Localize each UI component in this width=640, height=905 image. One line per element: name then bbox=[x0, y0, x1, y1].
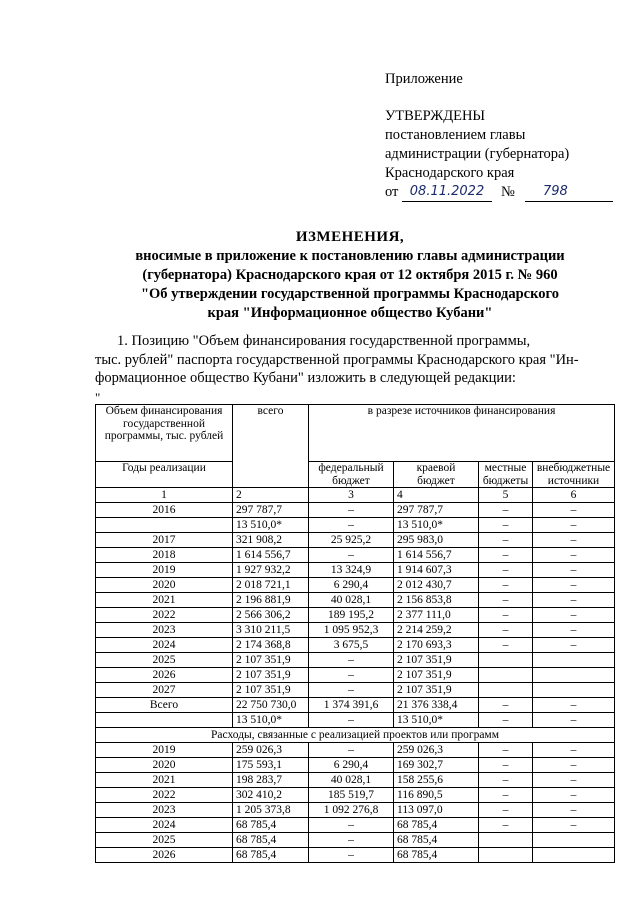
cell-regional: 2 214 259,2 bbox=[394, 623, 479, 638]
cell-total: 68 785,4 bbox=[233, 833, 309, 848]
cell-regional: 158 255,6 bbox=[394, 773, 479, 788]
cell-year: 2022 bbox=[96, 608, 233, 623]
cell-year: 2024 bbox=[96, 818, 233, 833]
colnum-2: 2 bbox=[233, 488, 309, 503]
cell-local: – bbox=[479, 803, 533, 818]
date-prefix: от bbox=[385, 184, 399, 200]
cell-federal: 185 519,7 bbox=[309, 788, 394, 803]
title-line-4: края "Информационное общество Кубани" bbox=[207, 305, 493, 321]
cell-federal: 25 925,2 bbox=[309, 533, 394, 548]
table-row bbox=[96, 818, 615, 833]
cell-year: 2025 bbox=[96, 653, 233, 668]
cell-regional: 259 026,3 bbox=[394, 743, 479, 758]
cell-local: – bbox=[479, 818, 533, 833]
cell-year: 2019 bbox=[96, 563, 233, 578]
cell-offbudget: – bbox=[533, 773, 615, 788]
header-federal: федеральный бюджет bbox=[309, 462, 394, 488]
table-row bbox=[96, 638, 615, 653]
cell-total: 1 205 373,8 bbox=[233, 803, 309, 818]
cell-offbudget: – bbox=[533, 638, 615, 653]
opening-quote: " bbox=[95, 390, 101, 405]
cell-year: 2025 bbox=[96, 833, 233, 848]
table-row bbox=[96, 578, 615, 593]
cell-regional: 1 914 607,3 bbox=[394, 563, 479, 578]
cell-local: – bbox=[479, 503, 533, 518]
cell-regional: 2 107 351,9 bbox=[394, 668, 479, 683]
cell-regional: 2 156 853,8 bbox=[394, 593, 479, 608]
cell-offbudget bbox=[533, 683, 615, 698]
cell-offbudget: – bbox=[533, 593, 615, 608]
cell-federal: 3 675,5 bbox=[309, 638, 394, 653]
appendix-label: Приложение bbox=[385, 71, 463, 87]
column-number-row bbox=[96, 488, 615, 503]
cell-total: 2 107 351,9 bbox=[233, 683, 309, 698]
cell-total: 302 410,2 bbox=[233, 788, 309, 803]
table-row bbox=[96, 848, 615, 863]
cell-regional: 2 107 351,9 bbox=[394, 653, 479, 668]
cell-total: 13 510,0* bbox=[233, 518, 309, 533]
paragraph-line-2: тыс. рублей" паспорта государственной программы Краснодарского края "Ин- bbox=[95, 351, 579, 368]
cell-local bbox=[479, 683, 533, 698]
cell-local: – bbox=[479, 533, 533, 548]
cell-total: 13 510,0* bbox=[233, 713, 309, 728]
section-title-row bbox=[96, 728, 615, 743]
cell-federal: – bbox=[309, 713, 394, 728]
cell-total: 2 018 721,1 bbox=[233, 578, 309, 593]
cell-federal: 13 324,9 bbox=[309, 563, 394, 578]
cell-total: 22 750 730,0 bbox=[233, 698, 309, 713]
header-regional: краевой бюджет bbox=[394, 462, 479, 488]
header-total: всего bbox=[233, 405, 309, 488]
title-line-2: (губернатора) Краснодарского края от 12 октября 2015 г. № 960 bbox=[142, 267, 558, 283]
table-row bbox=[96, 683, 615, 698]
table-header-row bbox=[96, 405, 615, 462]
cell-regional: 21 376 338,4 bbox=[394, 698, 479, 713]
cell-federal: 6 290,4 bbox=[309, 578, 394, 593]
cell-local: – bbox=[479, 608, 533, 623]
cell-regional: 2 012 430,7 bbox=[394, 578, 479, 593]
cell-total: 3 310 211,5 bbox=[233, 623, 309, 638]
cell-federal: 1 092 276,8 bbox=[309, 803, 394, 818]
cell-year: 2021 bbox=[96, 593, 233, 608]
cell-offbudget: – bbox=[533, 518, 615, 533]
cell-year: 2016 bbox=[96, 503, 233, 518]
header-offbudget: внебюджетные источники bbox=[533, 462, 615, 488]
cell-regional: 68 785,4 bbox=[394, 848, 479, 863]
table-row bbox=[96, 668, 615, 683]
cell-federal: – bbox=[309, 503, 394, 518]
cell-offbudget bbox=[533, 848, 615, 863]
header-sources: в разрезе источников финансирования bbox=[309, 405, 615, 462]
cell-year: 2018 bbox=[96, 548, 233, 563]
cell-federal: – bbox=[309, 548, 394, 563]
cell-year bbox=[96, 518, 233, 533]
cell-local bbox=[479, 653, 533, 668]
cell-total: 2 107 351,9 bbox=[233, 653, 309, 668]
table-row bbox=[96, 503, 615, 518]
cell-total: 1 927 932,2 bbox=[233, 563, 309, 578]
table-subheader-row bbox=[96, 462, 615, 488]
cell-local: – bbox=[479, 698, 533, 713]
cell-year: 2026 bbox=[96, 668, 233, 683]
cell-offbudget: – bbox=[533, 788, 615, 803]
cell-offbudget: – bbox=[533, 548, 615, 563]
approval-line-2: администрации (губернатора) bbox=[385, 146, 570, 162]
cell-offbudget: – bbox=[533, 713, 615, 728]
title-heading: ИЗМЕНЕНИЯ, bbox=[295, 229, 405, 245]
cell-federal: 40 028,1 bbox=[309, 773, 394, 788]
cell-regional: 1 614 556,7 bbox=[394, 548, 479, 563]
cell-regional: 68 785,4 bbox=[394, 833, 479, 848]
cell-regional: 169 302,7 bbox=[394, 758, 479, 773]
cell-federal: – bbox=[309, 653, 394, 668]
cell-local: – bbox=[479, 518, 533, 533]
cell-regional: 113 097,0 bbox=[394, 803, 479, 818]
cell-year: 2027 bbox=[96, 683, 233, 698]
cell-total: 297 787,7 bbox=[233, 503, 309, 518]
number-prefix: № bbox=[501, 184, 515, 200]
table-row bbox=[96, 608, 615, 623]
header-local: местные бюджеты bbox=[479, 462, 533, 488]
cell-year: 2022 bbox=[96, 788, 233, 803]
cell-regional: 2 377 111,0 bbox=[394, 608, 479, 623]
colnum-6: 6 bbox=[533, 488, 615, 503]
cell-local bbox=[479, 833, 533, 848]
cell-offbudget: – bbox=[533, 743, 615, 758]
approval-line-1: постановлением главы bbox=[385, 127, 526, 143]
cell-local: – bbox=[479, 758, 533, 773]
table-row bbox=[96, 533, 615, 548]
cell-regional: 297 787,7 bbox=[394, 503, 479, 518]
cell-federal: 1 374 391,6 bbox=[309, 698, 394, 713]
table-row bbox=[96, 743, 615, 758]
cell-local: – bbox=[479, 623, 533, 638]
cell-offbudget: – bbox=[533, 578, 615, 593]
cell-total: 321 908,2 bbox=[233, 533, 309, 548]
cell-regional: 2 107 351,9 bbox=[394, 683, 479, 698]
section-title: Расходы, связанные с реализацией проектов или программ bbox=[96, 728, 615, 743]
table-row bbox=[96, 713, 615, 728]
cell-regional: 116 890,5 bbox=[394, 788, 479, 803]
cell-federal: 1 095 952,3 bbox=[309, 623, 394, 638]
cell-offbudget bbox=[533, 668, 615, 683]
paragraph-line-3: формационное общество Кубани" изложить в следующей редакции: bbox=[95, 370, 516, 386]
cell-offbudget: – bbox=[533, 608, 615, 623]
cell-total: 2 566 306,2 bbox=[233, 608, 309, 623]
cell-local bbox=[479, 848, 533, 863]
cell-federal: – bbox=[309, 818, 394, 833]
cell-federal: – bbox=[309, 743, 394, 758]
cell-offbudget: – bbox=[533, 533, 615, 548]
cell-year bbox=[96, 713, 233, 728]
table-row bbox=[96, 773, 615, 788]
cell-year: Всего bbox=[96, 698, 233, 713]
cell-federal: 189 195,2 bbox=[309, 608, 394, 623]
cell-local: – bbox=[479, 713, 533, 728]
handwritten-date: 08.11.2022 bbox=[402, 183, 492, 202]
header-volume: Объем финансирования государственной программы, тыс. рублей bbox=[96, 405, 233, 462]
table-row bbox=[96, 548, 615, 563]
colnum-4: 4 bbox=[394, 488, 479, 503]
colnum-1: 1 bbox=[96, 488, 233, 503]
cell-federal: – bbox=[309, 848, 394, 863]
cell-local: – bbox=[479, 743, 533, 758]
cell-year: 2026 bbox=[96, 848, 233, 863]
table-row bbox=[96, 518, 615, 533]
table-row bbox=[96, 833, 615, 848]
cell-regional: 13 510,0* bbox=[394, 518, 479, 533]
cell-total: 1 614 556,7 bbox=[233, 548, 309, 563]
cell-federal: – bbox=[309, 518, 394, 533]
body-paragraph bbox=[95, 332, 615, 388]
cell-federal: 40 028,1 bbox=[309, 593, 394, 608]
cell-total: 68 785,4 bbox=[233, 848, 309, 863]
header-years: Годы реализации bbox=[96, 462, 233, 488]
cell-year: 2023 bbox=[96, 803, 233, 818]
cell-local: – bbox=[479, 548, 533, 563]
cell-regional: 295 983,0 bbox=[394, 533, 479, 548]
approval-block bbox=[385, 70, 615, 202]
title-line-3: "Об утверждении государственной программы Краснодарского bbox=[140, 286, 560, 302]
cell-federal: – bbox=[309, 683, 394, 698]
cell-year: 2020 bbox=[96, 578, 233, 593]
cell-local: – bbox=[479, 593, 533, 608]
cell-total: 259 026,3 bbox=[233, 743, 309, 758]
table-row bbox=[96, 593, 615, 608]
cell-federal: – bbox=[309, 668, 394, 683]
cell-offbudget: – bbox=[533, 623, 615, 638]
cell-total: 68 785,4 bbox=[233, 818, 309, 833]
cell-local: – bbox=[479, 788, 533, 803]
document-title bbox=[60, 228, 640, 323]
cell-offbudget: – bbox=[533, 803, 615, 818]
cell-local bbox=[479, 668, 533, 683]
table-row bbox=[96, 788, 615, 803]
cell-year: 2019 bbox=[96, 743, 233, 758]
cell-regional: 13 510,0* bbox=[394, 713, 479, 728]
cell-total: 2 174 368,8 bbox=[233, 638, 309, 653]
cell-regional: 68 785,4 bbox=[394, 818, 479, 833]
paragraph-line-1: 1. Позицию "Объем финансирования государственной программы, bbox=[117, 333, 531, 349]
cell-total: 2 196 881,9 bbox=[233, 593, 309, 608]
cell-offbudget: – bbox=[533, 503, 615, 518]
table-row bbox=[96, 758, 615, 773]
cell-offbudget bbox=[533, 833, 615, 848]
table-row bbox=[96, 563, 615, 578]
cell-year: 2021 bbox=[96, 773, 233, 788]
cell-local: – bbox=[479, 563, 533, 578]
cell-regional: 2 170 693,3 bbox=[394, 638, 479, 653]
table-row bbox=[96, 803, 615, 818]
colnum-5: 5 bbox=[479, 488, 533, 503]
cell-federal: 6 290,4 bbox=[309, 758, 394, 773]
date-number-line bbox=[385, 183, 615, 202]
cell-total: 175 593,1 bbox=[233, 758, 309, 773]
cell-offbudget: – bbox=[533, 698, 615, 713]
approved-label: УТВЕРЖДЕНЫ bbox=[385, 108, 486, 124]
handwritten-number: 798 bbox=[525, 183, 613, 202]
cell-offbudget: – bbox=[533, 818, 615, 833]
title-line-1: вносимые в приложение к постановлению главы администрации bbox=[135, 248, 565, 264]
table-row bbox=[96, 623, 615, 638]
financing-table bbox=[95, 404, 615, 863]
cell-offbudget: – bbox=[533, 563, 615, 578]
cell-local: – bbox=[479, 578, 533, 593]
cell-offbudget: – bbox=[533, 758, 615, 773]
cell-offbudget bbox=[533, 653, 615, 668]
cell-total: 2 107 351,9 bbox=[233, 668, 309, 683]
cell-year: 2017 bbox=[96, 533, 233, 548]
cell-local: – bbox=[479, 638, 533, 653]
colnum-3: 3 bbox=[309, 488, 394, 503]
cell-year: 2020 bbox=[96, 758, 233, 773]
cell-total: 198 283,7 bbox=[233, 773, 309, 788]
cell-local: – bbox=[479, 773, 533, 788]
table-row bbox=[96, 653, 615, 668]
cell-federal: – bbox=[309, 833, 394, 848]
cell-year: 2023 bbox=[96, 623, 233, 638]
table-row bbox=[96, 698, 615, 713]
approval-line-3: Краснодарского края bbox=[385, 165, 515, 181]
cell-year: 2024 bbox=[96, 638, 233, 653]
